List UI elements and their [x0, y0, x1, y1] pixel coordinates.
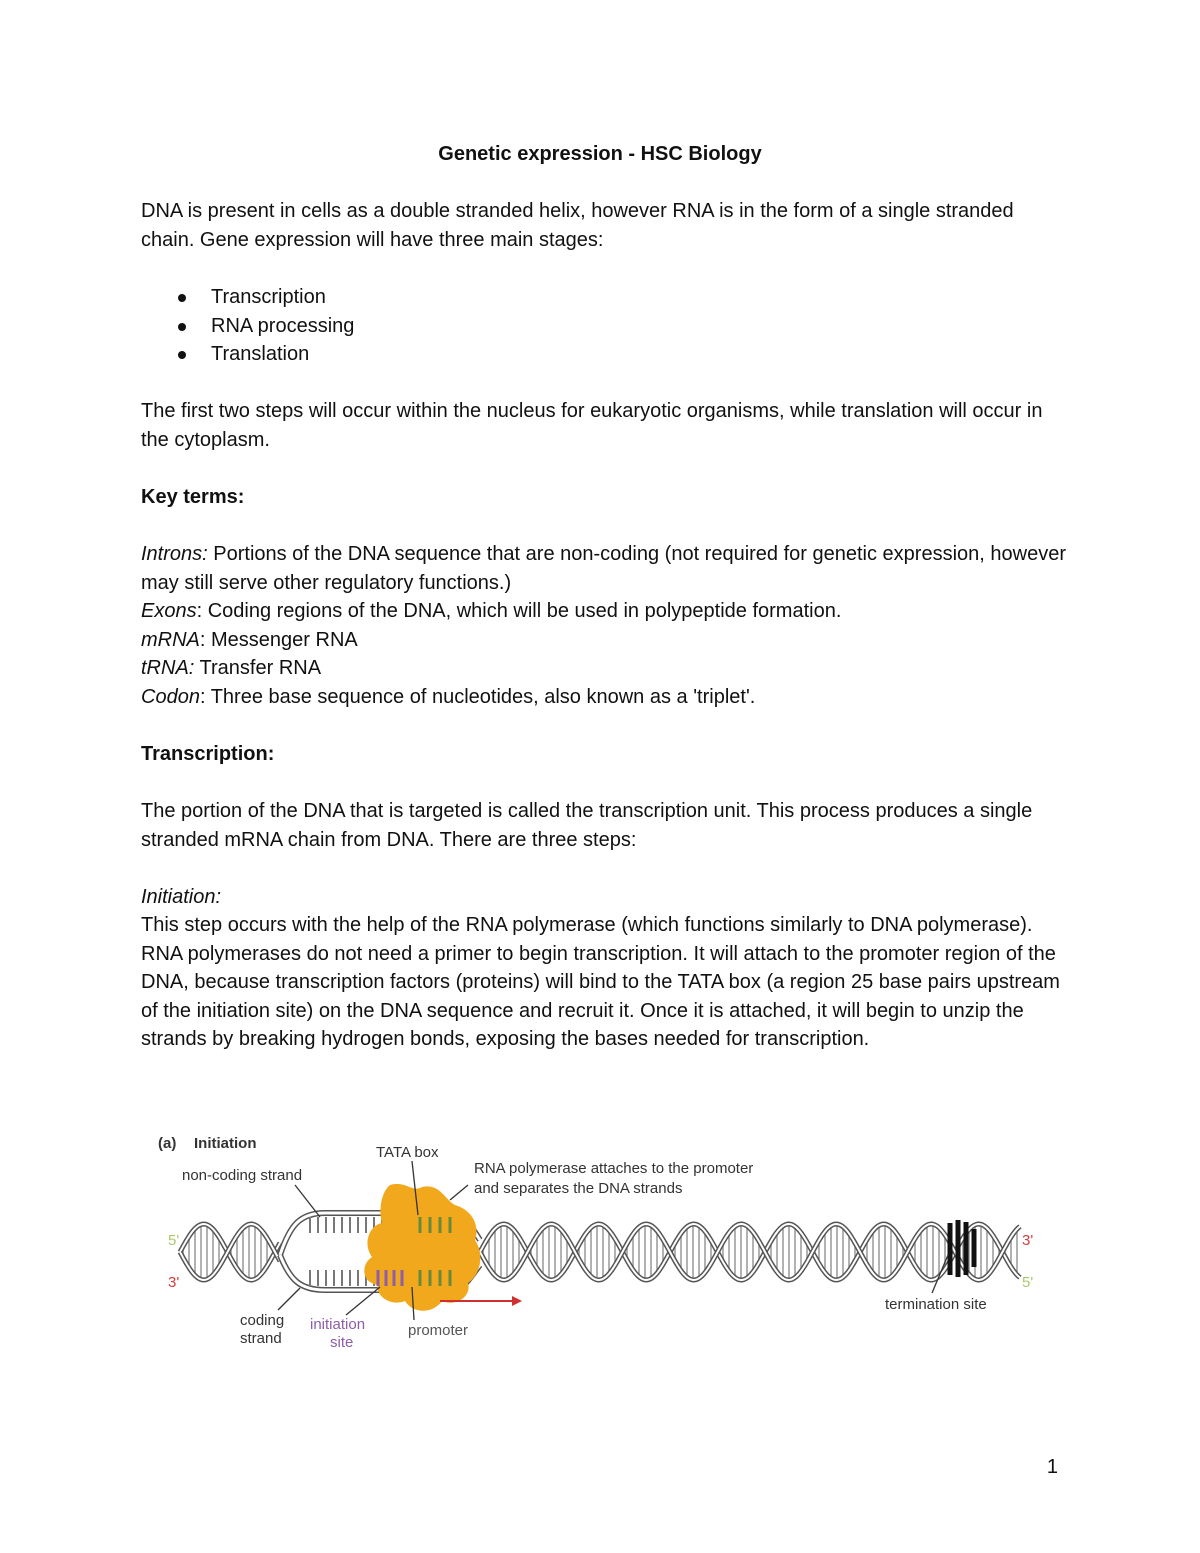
stages-list — [141, 283, 354, 369]
key-terms-heading: Key terms: — [141, 486, 245, 508]
dna-initiation-diagram — [150, 1125, 1050, 1365]
dna-helix-left — [180, 1224, 280, 1280]
bullet-icon — [178, 351, 186, 359]
initiation-figure — [150, 1125, 1050, 1365]
five-prime-right-label: 5' — [1022, 1274, 1034, 1291]
coding-label-line-1: coding — [240, 1312, 285, 1329]
transcription-heading: Transcription: — [141, 743, 275, 765]
key-term-introns: Introns: Portions of the DNA sequence that are non-coding (not required for genetic expression, however may still serve other regulatory functions.) — [141, 543, 1066, 594]
three-prime-left-label: 3' — [168, 1274, 180, 1291]
initiation-paragraph: This step occurs with the help of the RNA polymerase (which functions similarly to DNA polymerase). RNA polymerases do not need a primer to begin transcription. It will attach to the promoter region of the DNA, because transcription factors (proteins) will bind to the TATA box (a region 25 base pairs upstream of the initiation site) on the DNA sequence and recruit it. Once it is attached, it will begin to unzip the strands by breaking hydrogen bonds, exposing the bases needed for transcription. — [141, 914, 1060, 1051]
non-coding-strand-label: non-coding strand — [182, 1167, 303, 1184]
rna-polymerase-shape — [364, 1184, 480, 1311]
initiation-heading: Initiation: — [141, 886, 222, 908]
panel-label: (a) — [158, 1135, 177, 1152]
bullet-icon — [178, 323, 186, 331]
bullet-icon — [178, 294, 186, 302]
tata-box-label: TATA box — [376, 1144, 439, 1161]
page-number: 1 — [1046, 1456, 1058, 1478]
page-title: Genetic expression - HSC Biology — [438, 143, 762, 165]
initiation-label-line-1: initiation — [310, 1316, 366, 1333]
termination-site-label: termination site — [885, 1296, 987, 1313]
key-term-mrna: mRNA: Messenger RNA — [141, 628, 358, 651]
key-term-codon: Codon: Three base sequence of nucleotides, also known as a 'triplet'. — [141, 685, 756, 708]
dna-helix-right — [480, 1224, 1020, 1280]
location-paragraph: The first two steps will occur within the nucleus for eukaryotic organisms, while translation will occur in the cytoplasm. — [141, 400, 1043, 451]
list-item: RNA processing — [141, 312, 354, 341]
promoter-label: promoter — [408, 1322, 469, 1339]
intro-paragraph: DNA is present in cells as a double stranded helix, however RNA is in the form of a single stranded chain. Gene expression will have three main stages: — [141, 200, 1014, 251]
list-item: Transcription — [141, 283, 354, 312]
five-prime-left-label: 5' — [168, 1232, 180, 1249]
initiation-label-line-2: site — [330, 1334, 354, 1351]
panel-title: Initiation — [194, 1135, 257, 1152]
three-prime-right-label: 3' — [1022, 1232, 1034, 1249]
polymerase-note-line-2: and separates the DNA strands — [474, 1180, 683, 1197]
list-item: Translation — [141, 340, 354, 369]
transcription-paragraph: The portion of the DNA that is targeted is called the transcription unit. This process produces a single stranded mRNA chain from DNA. There are three steps: — [141, 800, 1033, 851]
key-term-trna: tRNA: Transfer RNA — [141, 657, 322, 680]
polymerase-note-line-1: RNA polymerase attaches to the promoter — [474, 1160, 754, 1177]
key-term-exons: Exons: Coding regions of the DNA, which will be used in polypeptide formation. — [141, 600, 842, 623]
coding-label-line-2: strand — [240, 1330, 282, 1347]
key-terms-list — [141, 540, 1071, 712]
